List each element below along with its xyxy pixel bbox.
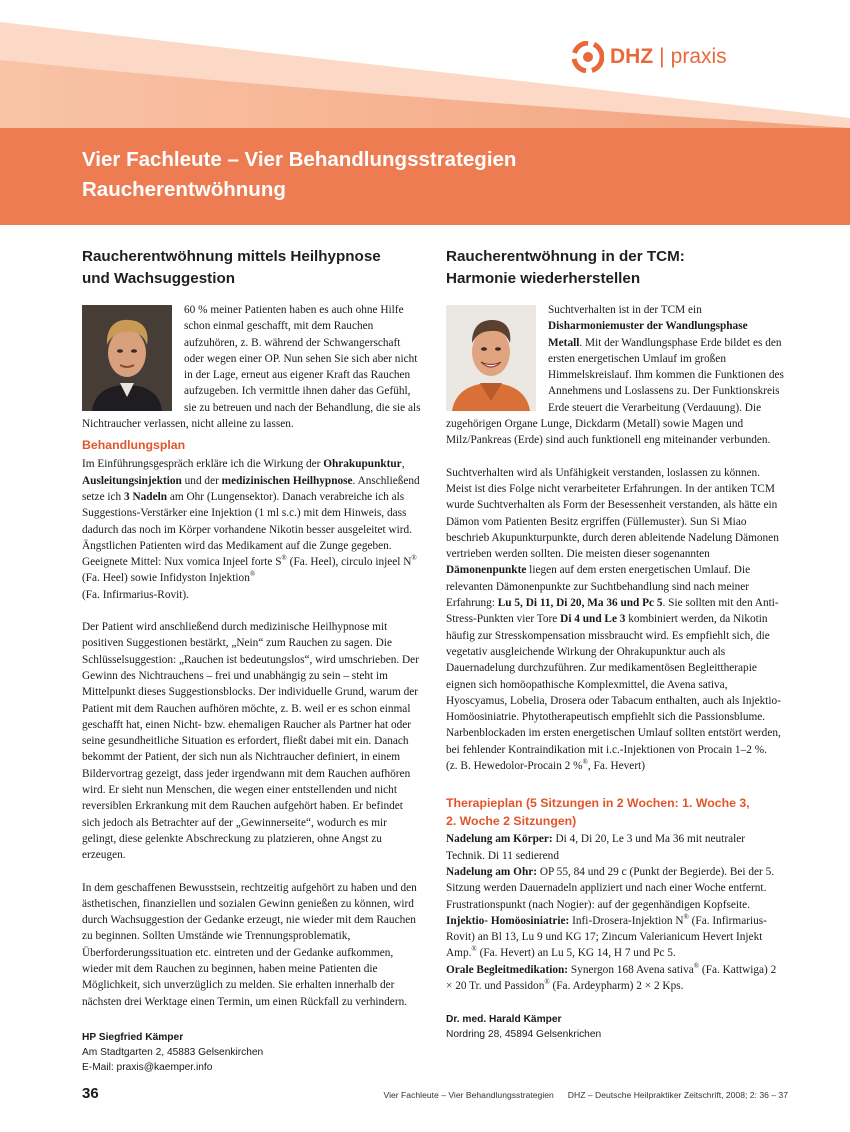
left-article <box>82 246 422 1075</box>
right-article <box>446 246 784 1042</box>
right-subheading-therapieplan: Therapieplan (5 Sitzungen in 2 Wochen: 1. Woche 3, 2. Woche 2 Sitzungen) <box>446 796 750 829</box>
left-author-address: Am Stadtgarten 2, 45883 Gelsenkirchen <box>82 1046 264 1058</box>
footer-journal: DHZ – Deutsche Heilpraktiker Zeitschrift, 2008; 2: 36 – 37 <box>567 1090 788 1100</box>
left-article-title: Raucherentwöhnung mittels Heilhypnose und Wachsuggestion <box>82 248 381 287</box>
author-photo-kaemper-siegfried <box>82 305 172 411</box>
brand-section: praxis <box>670 45 727 68</box>
right-paragraph-2: Suchtverhalten wird als Unfähigkeit verstanden, loslassen zu können. Meist ist dies Folge nicht verarbeiteter Erfahrungen. In der antiken TCM wurde Suchtverhalten als Form der Besessenheit verstanden, als hätte ein Dämon vom Patienten Besitz ergriffen (Füllemuster). Sun Si Miao beschrieb Akupunkturpunkte, durch deren ableitende Nadelung Dämonen vertrieben werden sollten. Die meisten dieser sogenannten Dämonenpunkte liegen auf dem ersten energetischen Umlauf. Die relevanten Dämonenpunkte zur Suchtbehandlung sind nach meiner Erfahrung: Lu 5, Di 11, Di 20, Ma 36 und Pc 5. Sie sollten mit den Anti-Stress-Punkten vier Tore Di 4 und Le 3 kombiniert werden, da Nikotin häufig zur Stresskompensation missbraucht wird. Es empfiehlt sich, die vegetativ ausgleichende Wirkung der Ohrakupunktur auch als Dauernadelung durchzuführen. Zur medikamentösen Begleittherapie eignen sich homöopathische Komplexmittel, die Avena sativa, Hyoscyamus, Lobelia, Drosera oder Tabacum enthalten, auch als Injektio-Homöosiniatrie. Phytotherapeutisch empfiehlt sich die Passionsblume. Narbenblockaden im ersten energetischen Umlauf sollten entstört werden, bei fehlender Kontraindikation mit i.c.-Injektionen von Procain 1–2 %. (z. B. Hewedolor-Procain 2 %®, Fa. Hevert) <box>446 466 781 773</box>
footer-running-title: Vier Fachleute – Vier Behandlungsstrategien <box>383 1090 554 1100</box>
right-author-name: Dr. med. Harald Kämper <box>446 1014 562 1026</box>
left-subheading-behandlungsplan: Behandlungsplan <box>82 438 186 453</box>
left-paragraph-2: Der Patient wird anschließend durch medizinische Heilhypnose mit positiven Suggestionen bestärkt, „Nein“ zum Rauchen zu sagen. Die Schlüsselsuggestion: „Rauchen ist bedeutungslos“, wird umschrieben. Der Gewinn des Nichtrauchens – frei und unabhängig zu sein – steht im Mittelpunkt dieses Suggestionsblocks. Der individuelle Grund, warum der Patient mit dem Rauchen aufhören möchte, z. B. weil er es schon einmal geschafft hat, einen Nicht- bzw. ehemaligen Raucher als Partner hat oder seine gesundheitliche Situation es erfordert, fließt dabei mit ein. Danach bekommt der Patient, der sich nun als Nichtraucher definiert, in einem Bildervortrag gezeigt, dass jeder irgendwann mit dem Rauchen aufhören wird. Er sieht nun Menschen, die wegen einer entstellenden und nicht reversiblen Erkrankung mit dem Rauchen aufgehört haben. Er befindet sich jedoch als Betrachter auf der „Gewinnerseite“, wodurch es mir gelingt, diese gelenkte Abschreckung zu platzieren, ohne Angst zu erzeugen. <box>82 621 419 862</box>
left-paragraph-3: In dem geschaffenen Bewusstsein, rechtzeitig aufgehört zu haben und den ästhetischen, finanziellen und sozialen Gewinn genießen zu können, wird durch Wachsuggestion der Gedanke erzeugt, nie wieder mit dem Rauchen zu beginnen. Sollten Umstände wie Trennungsproblematik, Überforderungssituation etc. eintreten und der Gedanke aufkommen, wieder mit dem Rauchen zu beginnen, haben meine Patienten die Möglichkeit, sich unverzüglich zu melden. Sie erhalten innerhalb der nächsten drei Werktage einen Termin, um einen Rückfall zu verhindern. <box>82 881 417 1008</box>
right-intro: Suchtverhalten ist in der TCM ein Disharmoniemuster der Wandlungsphase Metall. Mit der Wandlungsphase Erde bildet es den ersten energetischen Umlauf im großen Himmelskreislauf. Ihm kommen die Funktionen des Annehmens und Loslassens zu. Der Funktionskreis Erde steuert die Verarbeitung (Verdauung). Die zugehörigen Organe Lunge, Dickdarm (Metall) sowie Magen und Milz/Pankreas (Erde) sind auch funktionell eng miteinander verbunden. <box>446 304 784 447</box>
left-paragraph-1: Im Einführungsgespräch erkläre ich die Wirkung der Ohrakupunktur, Ausleitungsinjektion und der medizinischen Heilhypnose. Anschließend setze ich 3 Nadeln am Ohr (Lungensektor). Danach verabreiche ich als Suggestions-Verstärker eine Injektion (1 ml s.c.) mit dem Hinweis, dass dadurch das noch im Körper vorhandene Nikotin besser ausgeleitet wird. Ängstlichen Patienten wird das Medikament auf die Zunge gegeben. Geeignete Mittel: Nux vomica Injeel forte S® (Fa. Heel), circulo injeel N® (Fa. Heel) sowie Infidyston Injektion® (Fa. Infirmarius-Rovit). <box>82 458 420 601</box>
left-author-email[interactable]: E-Mail: praxis@kaemper.info <box>82 1061 213 1073</box>
right-article-title: Raucherentwöhnung in der TCM: Harmonie wiederherstellen <box>446 248 685 287</box>
running-footer <box>384 1090 788 1100</box>
left-author-name: HP Siegfried Kämper <box>82 1031 184 1043</box>
right-author-address: Nordring 28, 45894 Gelsenkrichen <box>446 1029 602 1041</box>
page-title-line-1: Vier Fachleute – Vier Behandlungsstrategien <box>82 148 517 171</box>
left-intro: 60 % meiner Patienten haben es auch ohne Hilfe schon einmal geschafft, mit dem Rauchen aufzuhören, z. B. während der Schwangerschaft oder wegen einer OP. Nun sehen Sie sich aber nicht in der Lage, erneut aus eigener Kraft das Rauchen aufzugeben. Ich vermittle ihnen daher das Gefühl, sie zu betreuen und nach der Behandlung, die sie als Nichtraucher verlassen, nicht alleine zu lassen. <box>82 304 421 431</box>
right-author-block <box>446 1012 784 1042</box>
logo-separator: | <box>659 45 665 68</box>
page-number: 36 <box>82 1085 99 1102</box>
dhz-logo-icon <box>572 41 604 73</box>
page-title-line-2: Raucherentwöhnung <box>82 178 286 201</box>
brand-name: DHZ <box>610 45 654 68</box>
author-photo-kaemper-harald <box>446 305 536 411</box>
therapy-plan-list: Nadelung am Körper: Di 4, Di 20, Le 3 und Ma 36 mit neutraler Technik. Di 11 sedierend Nadelung am Ohr: OP 55, 84 und 29 c (Punkt der Begierde). Bei der 5. Sitzung werden Dauernadeln appliziert und nach einer Woche entfernt. Frustrationspunkt (nach Nogier): auf der gegenhändigen Kopfseite. Injektio- Homöosiniatrie: Infi-Drosera-Injektion N® (Fa. Infirmarius-Rovit) an Bl 13, Lu 9 und KG 17; Zincum Valerianicum Hevert Injekt Amp.® (Fa. Hevert) an Lu 5, KG 14, H 7 und Pc 5. Orale Begleitmedikation: Synergon 168 Avena sativa® (Fa. Kattwiga) 2 × 20 Tr. und Passidon® (Fa. Ardeypharm) 2 × 2 Kps. <box>446 833 777 992</box>
left-author-block <box>82 1030 422 1075</box>
dhz-praxis-logo <box>572 40 727 74</box>
page-title <box>82 145 782 205</box>
